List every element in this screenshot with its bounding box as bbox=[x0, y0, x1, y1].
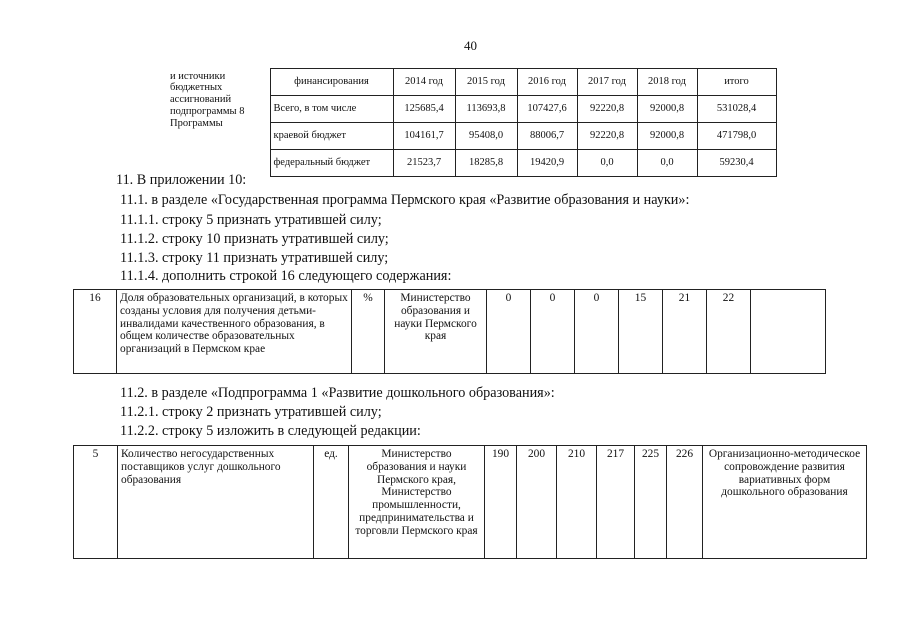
value-cell: 22 bbox=[707, 290, 751, 374]
table-cell: 92220,8 bbox=[577, 96, 637, 123]
value-cell: 226 bbox=[667, 446, 703, 559]
paragraph-11-1: 11.1. в разделе «Государственная программа Пермского края «Развитие образования и науки»: bbox=[120, 192, 690, 208]
value-cell: 217 bbox=[597, 446, 635, 559]
table-cell: федеральный бюджет bbox=[270, 150, 393, 177]
header-cell: 2014 год bbox=[393, 69, 455, 96]
table-cell: 92000,8 bbox=[637, 96, 697, 123]
unit: % bbox=[352, 290, 385, 374]
header-cell: финансирования bbox=[270, 69, 393, 96]
indicator-name: Доля образовательных организаций, в которых созданы условия для получения детьми-инвалидами качественного образования, в общем количестве образовательных организаций в Пермском крае bbox=[117, 290, 352, 374]
responsible-executor: Министерство образования и науки Пермского края bbox=[385, 290, 487, 374]
paragraph-11-1-1: 11.1.1. строку 5 признать утратившей силу; bbox=[120, 212, 382, 228]
responsible-executor: Министерство образования и науки Пермского края, Министерство промышленности, предпринимательства и торговли Пермского края bbox=[349, 446, 485, 559]
table-cell: 19420,9 bbox=[517, 150, 577, 177]
table-cell: 0,0 bbox=[577, 150, 637, 177]
value-cell: 210 bbox=[557, 446, 597, 559]
paragraph-11-1-2: 11.1.2. строку 10 признать утратившей силу; bbox=[120, 231, 389, 247]
header-cell: 2015 год bbox=[455, 69, 517, 96]
value-cell: 0 bbox=[531, 290, 575, 374]
row-number: 5 bbox=[74, 446, 118, 559]
table-cell: 18285,8 bbox=[455, 150, 517, 177]
table-cell: 113693,8 bbox=[455, 96, 517, 123]
value-cell: 225 bbox=[635, 446, 667, 559]
paragraph-11: 11. В приложении 10: bbox=[116, 172, 247, 188]
paragraph-11-2-1: 11.2.1. строку 2 признать утратившей силу; bbox=[120, 404, 382, 420]
table-cell: 21523,7 bbox=[393, 150, 455, 177]
table-cell: 107427,6 bbox=[517, 96, 577, 123]
table-cell: 0,0 bbox=[637, 150, 697, 177]
table-cell: 92000,8 bbox=[637, 123, 697, 150]
header-cell: 2016 год bbox=[517, 69, 577, 96]
funding-source-label: и источники бюджетных ассигнований подпрограммы 8 Программы bbox=[168, 69, 270, 177]
paragraph-11-1-4: 11.1.4. дополнить строкой 16 следующего содержания: bbox=[120, 268, 452, 284]
note-cell bbox=[751, 290, 826, 374]
paragraph-11-2-2: 11.2.2. строку 5 изложить в следующей редакции: bbox=[120, 423, 421, 439]
value-cell: 190 bbox=[485, 446, 517, 559]
finance-table bbox=[168, 68, 777, 177]
table-cell: 531028,4 bbox=[697, 96, 776, 123]
row-number: 16 bbox=[74, 290, 117, 374]
table-row bbox=[74, 446, 867, 559]
header-cell: 2017 год bbox=[577, 69, 637, 96]
value-cell: 15 bbox=[619, 290, 663, 374]
table-cell: 59230,4 bbox=[697, 150, 776, 177]
table-cell: Всего, в том числе bbox=[270, 96, 393, 123]
paragraph-11-1-3: 11.1.3. строку 11 признать утратившей силу; bbox=[120, 250, 389, 266]
indicator-row-16-table bbox=[73, 289, 826, 374]
indicator-name: Количество негосударственных поставщиков услуг дошкольного образования bbox=[118, 446, 314, 559]
page-number: 40 bbox=[464, 38, 477, 53]
table-row bbox=[168, 69, 776, 96]
table-cell: 471798,0 bbox=[697, 123, 776, 150]
unit: ед. bbox=[314, 446, 349, 559]
indicator-row-5-table bbox=[73, 445, 867, 559]
table-cell: 95408,0 bbox=[455, 123, 517, 150]
note-cell: Организационно-методическое сопровождение развития вариативных форм дошкольного образования bbox=[703, 446, 867, 559]
table-cell: 125685,4 bbox=[393, 96, 455, 123]
value-cell: 0 bbox=[487, 290, 531, 374]
table-cell: 88006,7 bbox=[517, 123, 577, 150]
paragraph-11-2: 11.2. в разделе «Подпрограмма 1 «Развитие дошкольного образования»: bbox=[120, 385, 555, 401]
value-cell: 21 bbox=[663, 290, 707, 374]
table-cell: 104161,7 bbox=[393, 123, 455, 150]
value-cell: 0 bbox=[575, 290, 619, 374]
header-cell: 2018 год bbox=[637, 69, 697, 96]
table-cell: краевой бюджет bbox=[270, 123, 393, 150]
table-row bbox=[74, 290, 826, 374]
value-cell: 200 bbox=[517, 446, 557, 559]
header-cell: итого bbox=[697, 69, 776, 96]
table-cell: 92220,8 bbox=[577, 123, 637, 150]
